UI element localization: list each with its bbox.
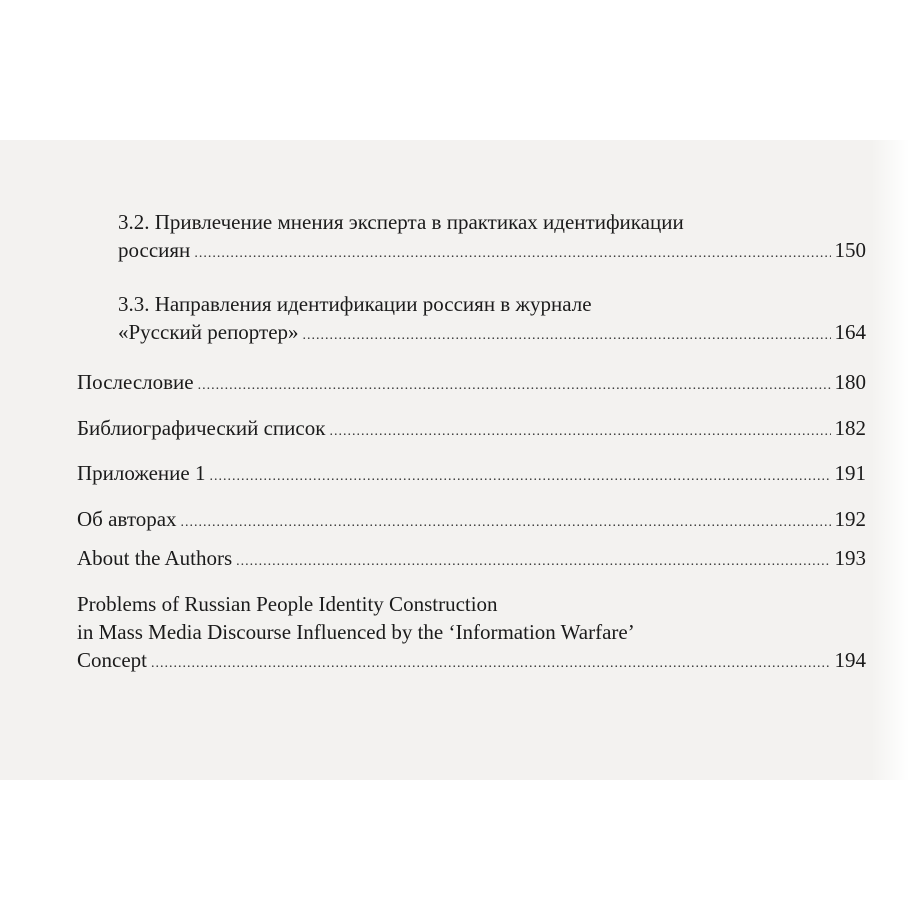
toc-entry-title: Послесловие — [77, 370, 194, 394]
toc-entry-abstract-en[interactable] — [77, 590, 866, 678]
dot-leader — [198, 372, 831, 400]
dot-leader — [151, 650, 831, 678]
dot-leader — [236, 548, 830, 576]
toc-entry-title-line: Problems of Russian People Identity Construction — [77, 592, 498, 616]
toc-entry-title-line: 3.2. Привлечение мнения эксперта в практиках идентификации — [118, 210, 684, 234]
toc-entry-afterword[interactable] — [77, 368, 866, 400]
page-number: 192 — [834, 507, 866, 531]
toc-entry-about-authors-ru[interactable] — [77, 505, 866, 537]
toc-entry-appendix-1[interactable] — [77, 459, 866, 491]
page-number: 194 — [834, 648, 866, 672]
dot-leader — [303, 322, 831, 350]
dot-leader — [181, 509, 831, 537]
toc-entry-title: Об авторах — [77, 507, 177, 531]
page-number: 150 — [834, 238, 866, 262]
book-page — [0, 140, 909, 780]
toc-entry-title-line: 3.3. Направления идентификации россиян в журнале — [118, 292, 592, 316]
table-of-contents — [0, 140, 909, 780]
toc-entry-title-line: in Mass Media Discourse Influenced by the ‘Information Warfare’ — [77, 620, 635, 644]
toc-entry-3-2[interactable] — [118, 208, 866, 268]
page-number: 164 — [834, 320, 866, 344]
dot-leader — [194, 240, 830, 268]
toc-entry-title-last-line: «Русский репортер» — [118, 320, 299, 344]
dot-leader — [329, 418, 830, 446]
toc-entry-bibliography[interactable] — [77, 414, 866, 446]
toc-entry-3-3[interactable] — [118, 290, 866, 350]
toc-entry-title-last-line: россиян — [118, 238, 191, 262]
toc-entry-title-last-line: Concept — [77, 648, 147, 672]
toc-entry-title: Библиографический список — [77, 416, 326, 440]
page-number: 182 — [834, 416, 866, 440]
toc-entry-about-authors-en[interactable] — [77, 544, 866, 576]
toc-entry-title: Приложение 1 — [77, 461, 206, 485]
page-number: 193 — [834, 546, 866, 570]
toc-entry-title: About the Authors — [77, 546, 233, 570]
page-number: 180 — [834, 370, 866, 394]
page-number: 191 — [834, 461, 866, 485]
dot-leader — [209, 463, 830, 491]
